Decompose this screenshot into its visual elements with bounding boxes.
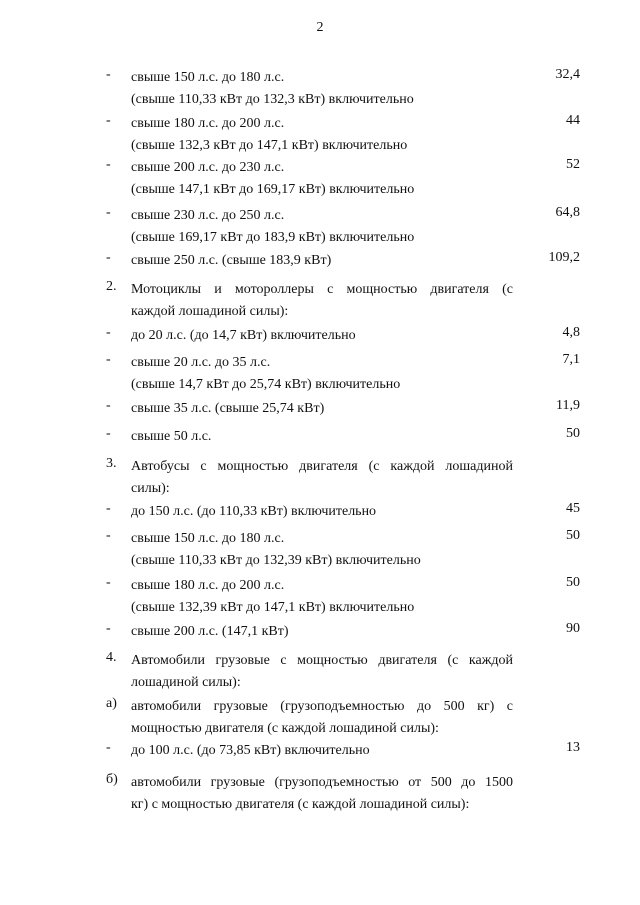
item-description-line: (свыше 132,3 кВт до 147,1 кВт) включительно [131,138,408,153]
item-description-line: свыше 230 л.с. до 250 л.с. [131,208,285,223]
page-number: 2 [316,20,324,35]
item-description [131,325,513,347]
rate-value: 52 [566,157,580,172]
rate-value: 45 [566,501,580,516]
item-description [131,696,513,740]
item-description-line: каждой лошадиной силы): [131,304,289,319]
item-description [131,398,513,420]
rate-value: 50 [566,528,580,543]
item-description-line: свыше 20 л.с. до 35 л.с. [131,355,271,370]
item-description-line: свыше 250 л.с. (свыше 183,9 кВт) [131,253,332,268]
item-marker: 3. [106,456,117,471]
item-description-line: свыше 50 л.с. [131,429,212,444]
item-description [131,113,513,157]
item-marker: - [106,157,111,172]
item-description-line: свыше 180 л.с. до 200 л.с. [131,578,285,593]
item-description [131,740,513,762]
item-description-line: (свыше 147,1 кВт до 169,17 кВт) включительно [131,182,415,197]
item-description [131,621,513,643]
item-marker: - [106,621,111,636]
item-description [131,279,513,323]
rate-value: 7,1 [562,352,580,367]
item-description [131,426,513,448]
item-description-line: до 100 л.с. (до 73,85 кВт) включительно [131,743,370,758]
item-description-line: свыше 150 л.с. до 180 л.с. [131,531,285,546]
item-description-line: лошадиной силы): [131,675,241,690]
item-marker: 4. [106,650,117,665]
rate-value: 32,4 [555,67,580,82]
item-description-line: (свыше 14,7 кВт до 25,74 кВт) включительно [131,377,401,392]
item-description [131,205,513,249]
item-marker: б) [106,772,118,787]
item-description [131,67,513,111]
item-marker: - [106,67,111,82]
item-description-line: автомобили грузовые (грузоподъемностью до 500 кг) с [131,699,513,714]
rate-value: 90 [566,621,580,636]
item-description-line: (свыше 110,33 кВт до 132,3 кВт) включительно [131,92,414,107]
rate-value: 50 [566,426,580,441]
item-marker: - [106,501,111,516]
item-marker: - [106,205,111,220]
item-description [131,528,513,572]
item-description-line: (свыше 169,17 кВт до 183,9 кВт) включительно [131,230,415,245]
item-description-line: силы): [131,481,170,496]
item-description [131,157,513,201]
item-description-line: автомобили грузовые (грузоподъемностью от 500 до 1500 [131,775,513,790]
rate-value: 11,9 [556,398,580,413]
item-description-line: свыше 200 л.с. (147,1 кВт) [131,624,289,639]
item-marker: - [106,575,111,590]
rate-value: 64,8 [555,205,580,220]
item-description-line: до 150 л.с. (до 110,33 кВт) включительно [131,504,377,519]
item-description [131,352,513,396]
rate-value: 44 [566,113,580,128]
item-marker: - [106,325,111,340]
item-description-line: свыше 180 л.с. до 200 л.с. [131,116,285,131]
rate-value: 50 [566,575,580,590]
item-description [131,501,513,523]
item-description [131,575,513,619]
item-marker: - [106,250,111,265]
item-description-line: Мотоциклы и мотороллеры с мощностью двигателя (с [131,282,513,297]
item-marker: а) [106,696,117,711]
item-description-line: Автобусы с мощностью двигателя (с каждой лошадиной [131,459,513,474]
item-description-line: мощностью двигателя (с каждой лошадиной силы): [131,721,439,736]
item-marker: - [106,740,111,755]
item-description [131,772,513,816]
item-description [131,250,513,272]
item-description-line: свыше 200 л.с. до 230 л.с. [131,160,285,175]
item-description [131,456,513,500]
item-marker: - [106,528,111,543]
item-description-line: (свыше 110,33 кВт до 132,39 кВт) включительно [131,553,421,568]
item-marker: - [106,398,111,413]
rate-value: 109,2 [548,250,580,265]
item-description [131,650,513,694]
item-marker: - [106,113,111,128]
item-marker: - [106,426,111,441]
item-marker: - [106,352,111,367]
rate-value: 4,8 [562,325,580,340]
item-marker: 2. [106,279,117,294]
item-description-line: до 20 л.с. (до 14,7 кВт) включительно [131,328,356,343]
item-description-line: Автомобили грузовые с мощностью двигателя (с каждой [131,653,513,668]
item-description-line: свыше 150 л.с. до 180 л.с. [131,70,285,85]
item-description-line: (свыше 132,39 кВт до 147,1 кВт) включительно [131,600,415,615]
rate-value: 13 [566,740,580,755]
item-description-line: свыше 35 л.с. (свыше 25,74 кВт) [131,401,325,416]
item-description-line: кг) с мощностью двигателя (с каждой лошадиной силы): [131,797,470,812]
